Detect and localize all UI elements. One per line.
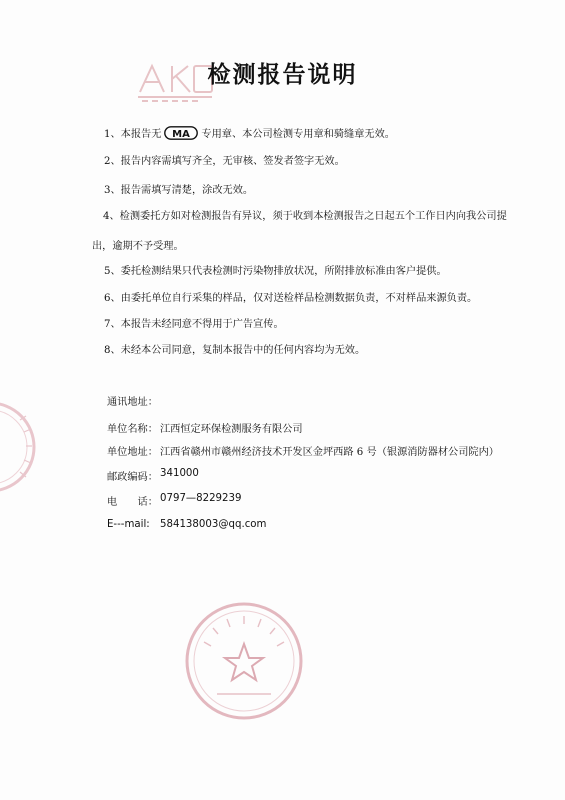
phone-value: 0797—8229239 (160, 493, 242, 504)
company-address-label: 单位地址： (107, 447, 158, 458)
note-1 (104, 126, 524, 142)
company-name-value: 江西恒定环保检测服务有限公司 (160, 424, 303, 435)
company-name-label: 单位名称： (107, 424, 158, 435)
note-7: 7、本报告未经同意不得用于广告宣传。 (104, 319, 284, 330)
email-value: 584138003@qq.com (160, 519, 267, 530)
postcode-value: 341000 (160, 468, 199, 479)
email-label: E---mail: (107, 519, 150, 530)
cma-badge-text: MA (172, 128, 191, 140)
company-address-value: 江西省赣州市赣州经济技术开发区金坪西路 6 号（银源消防器材公司院内） (160, 447, 499, 458)
note-5: 5、委托检测结果只代表检测时污染物排放状况，所附排放标准由客户提供。 (104, 266, 447, 277)
note-3: 3、报告需填写清楚，涂改无效。 (104, 185, 254, 196)
company-seal (183, 600, 305, 722)
phone-label: 电 话： (107, 497, 158, 508)
note-2: 2、报告内容需填写齐全，无审核、签发者签字无效。 (104, 156, 345, 167)
left-edge-seal (0, 392, 40, 502)
page-title: 检测报告说明 (207, 62, 358, 88)
note-6: 6、由委托单位自行采集的样品，仅对送检样品检测数据负责，不对样品来源负责。 (104, 293, 478, 304)
note-1-prefix: 1、本报告无 (104, 129, 162, 140)
contact-heading: 通讯地址： (107, 397, 158, 408)
cma-badge-icon (164, 126, 198, 140)
note-4: 4、检测委托方如对检测报告有异议，须于收到本检测报告之日起五个工作日内向我公司提出，逾期不予受理。 (92, 211, 507, 252)
note-8: 8、未经本公司同意，复制本报告中的任何内容均为无效。 (104, 345, 366, 356)
postcode-label: 邮政编码： (107, 472, 158, 483)
note-1-suffix: 专用章、本公司检测专用章和骑缝章无效。 (201, 129, 395, 140)
